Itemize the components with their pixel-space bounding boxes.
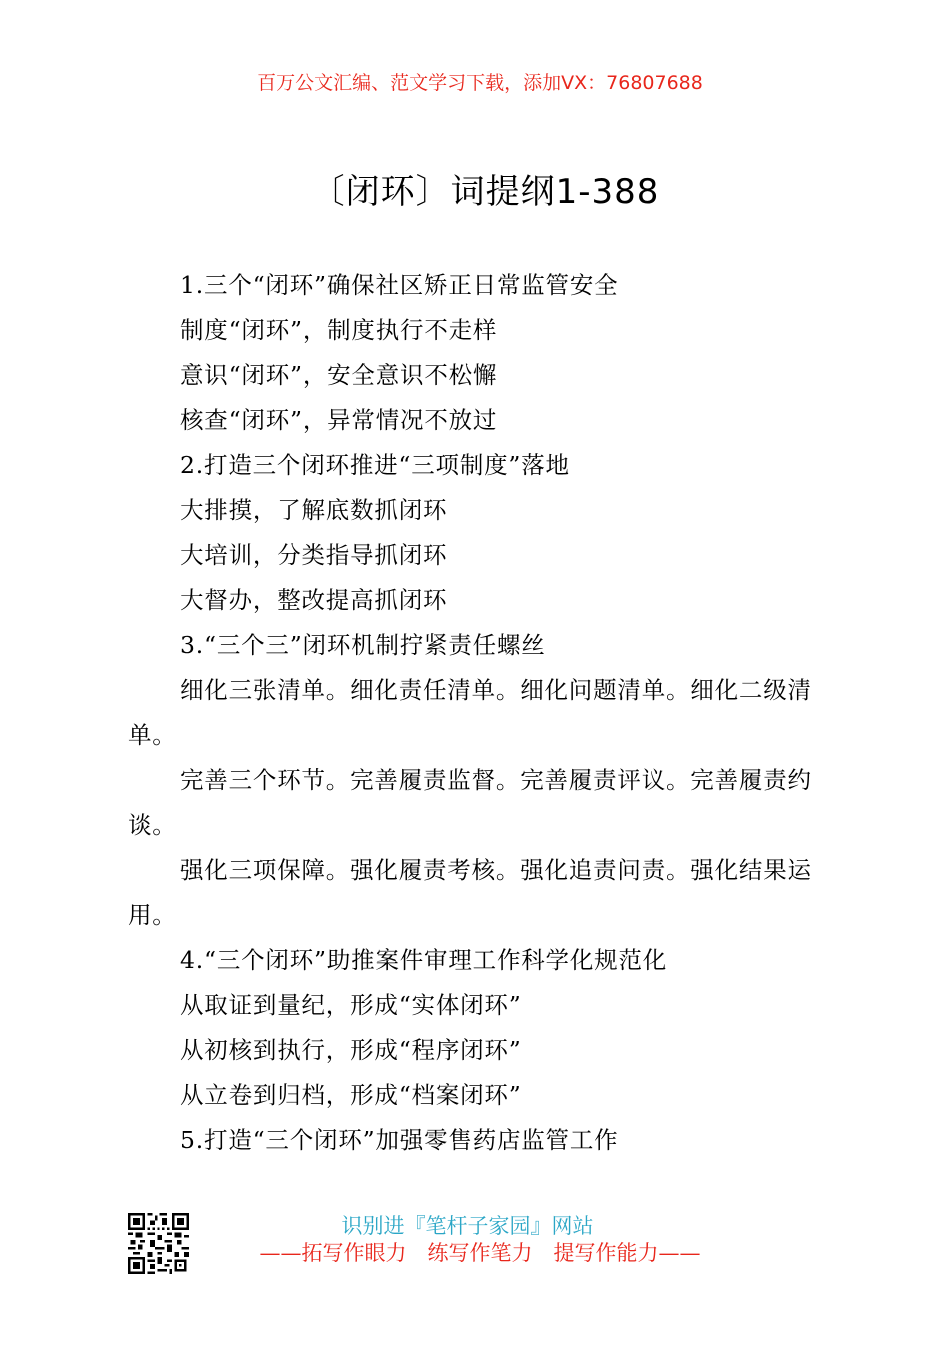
header-note: 百万公文汇编、范文学习下载，添加VX：76807688 bbox=[257, 72, 703, 94]
paragraph: 从立卷到归档，形成“档案闭环” bbox=[180, 1081, 522, 1109]
paragraph: 细化三张清单。细化责任清单。细化问题清单。细化二级清单。 bbox=[128, 676, 812, 749]
footer-site-link: 识别进『笔杆子家园』网站 bbox=[341, 1214, 594, 1238]
paragraph: 制度“闭环”，制度执行不走样 bbox=[180, 316, 498, 344]
paragraph: 从取证到量纪，形成“实体闭环” bbox=[180, 991, 522, 1019]
paragraph: 5.打造“三个闭环”加强零售药店监管工作 bbox=[180, 1126, 619, 1154]
paragraph: 核查“闭环”，异常情况不放过 bbox=[180, 406, 498, 434]
paragraph: 大排摸，了解底数抓闭环 bbox=[180, 496, 448, 524]
document-body bbox=[128, 263, 840, 1163]
paragraph: 大督办，整改提高抓闭环 bbox=[180, 586, 448, 614]
page-title: 〔闭环〕词提纲1-388 bbox=[310, 172, 660, 212]
paragraph: 1.三个“闭环”确保社区矫正日常监管安全 bbox=[180, 271, 619, 299]
paragraph: 大培训，分类指导抓闭环 bbox=[180, 541, 448, 569]
paragraph: 4.“三个闭环”助推案件审理工作科学化规范化 bbox=[180, 946, 668, 974]
paragraph: 2.打造三个闭环推进“三项制度”落地 bbox=[180, 451, 570, 479]
footer-slogan: ——拓写作眼力 练写作笔力 提写作能力—— bbox=[259, 1241, 701, 1265]
paragraph: 意识“闭环”，安全意识不松懈 bbox=[180, 361, 498, 389]
paragraph: 完善三个环节。完善履责监督。完善履责评议。完善履责约谈。 bbox=[128, 766, 812, 839]
paragraph: 从初核到执行，形成“程序闭环” bbox=[180, 1036, 522, 1064]
paragraph: 强化三项保障。强化履责考核。强化追责问责。强化结果运用。 bbox=[128, 856, 812, 929]
paragraph: 3.“三个三”闭环机制拧紧责任螺丝 bbox=[180, 631, 546, 659]
